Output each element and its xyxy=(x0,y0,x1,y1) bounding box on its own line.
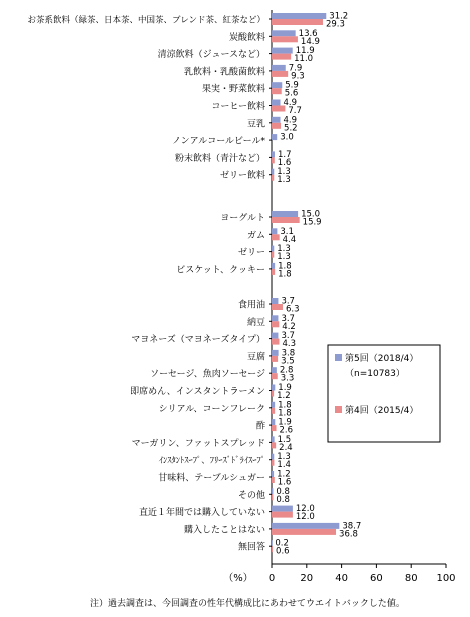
bar-series-2015 xyxy=(272,19,323,25)
bar-series-2018 xyxy=(272,82,282,88)
value-label-2015: 36.8 xyxy=(339,529,358,540)
value-label-2015: 1.8 xyxy=(278,408,292,419)
value-label-2015: 9.3 xyxy=(291,71,305,82)
value-label-2018: 1.9 xyxy=(278,383,292,393)
bar-series-2015 xyxy=(272,252,274,258)
bar-series-2018 xyxy=(272,471,274,477)
bar-series-2015 xyxy=(272,175,274,181)
bar-series-2015 xyxy=(272,442,276,448)
value-label-2015: 4.3 xyxy=(282,339,297,350)
value-label-2018: 1.7 xyxy=(277,149,292,160)
category-label: 食用油 xyxy=(237,300,265,311)
value-label-2015: 4.4 xyxy=(282,234,297,245)
bar-series-2018 xyxy=(272,211,298,217)
bar-series-2018 xyxy=(272,263,275,269)
category-label: 豆腐 xyxy=(246,352,265,363)
category-label: 酢 xyxy=(255,421,265,432)
value-label-2018: 1.3 xyxy=(277,167,291,178)
category-label: お茶系飲料（緑茶、日本茶、中国茶、ブレンド茶、紅茶など） xyxy=(27,15,265,26)
category-label: ゼリー飲料 xyxy=(219,171,265,182)
category-label: 炭酸飲料 xyxy=(228,32,265,43)
value-label-2015: 1.6 xyxy=(277,477,292,488)
bar-series-2018 xyxy=(272,402,275,408)
category-label: ゼリー xyxy=(237,248,265,259)
bar-series-2018 xyxy=(272,315,278,321)
bar-series-2015 xyxy=(272,321,279,327)
legend-n: （n=10783） xyxy=(345,369,405,379)
bar-series-2018 xyxy=(272,540,273,546)
category-label: 甘味料、テーブルシュガー xyxy=(158,473,265,484)
legend-label-2015: 第4回（2015/4） xyxy=(345,406,419,416)
bar-series-2015 xyxy=(272,339,279,345)
value-label-2018: 2.8 xyxy=(279,365,294,376)
category-label: 粉末飲料（青汁など） xyxy=(174,153,265,164)
x-tick-label: 60 xyxy=(370,573,383,584)
category-label: その他 xyxy=(237,490,265,501)
category-label: 即席めん、インスタントラーメン xyxy=(130,387,265,397)
bar-series-2015 xyxy=(272,373,278,379)
category-label: ヨーグルト xyxy=(220,213,265,224)
x-tick-label: 100 xyxy=(436,573,456,584)
value-label-2015: 3.5 xyxy=(281,356,295,367)
value-label-2018: 31.2 xyxy=(329,11,349,22)
bar-series-2015 xyxy=(272,356,278,362)
legend-swatch-2015 xyxy=(335,406,342,413)
bar-series-2018 xyxy=(272,506,293,512)
x-tick-label: 0 xyxy=(268,573,276,584)
bar-series-2018 xyxy=(272,228,277,234)
bar-series-2015 xyxy=(272,408,275,414)
bar-series-2015 xyxy=(272,546,273,552)
category-label: コーヒー飲料 xyxy=(211,102,265,112)
value-label-2015: 14.9 xyxy=(300,36,320,47)
bar-series-2018 xyxy=(272,30,296,36)
value-label-2018: 1.9 xyxy=(278,417,292,428)
bar-series-2015 xyxy=(272,54,291,60)
category-label: シリアル、コーンフレーク xyxy=(158,404,265,415)
bar-series-2018 xyxy=(272,419,275,425)
value-label-2018: 13.6 xyxy=(298,28,318,39)
bar-series-2018 xyxy=(272,488,273,494)
category-label: 清涼飲料（ジュースなど） xyxy=(157,50,265,61)
category-label: マヨネーズ（マヨネーズタイプ） xyxy=(131,335,265,346)
bar-series-2015 xyxy=(272,529,336,535)
legend-swatch-2018 xyxy=(335,354,342,361)
value-label-2015: 2.6 xyxy=(279,425,294,436)
x-tick-label: 80 xyxy=(404,573,418,584)
value-label-2018: 1.8 xyxy=(278,400,292,411)
category-label: 果実・野菜飲料 xyxy=(201,84,265,95)
value-label-2018: 12.0 xyxy=(295,504,315,515)
x-tick-label: 20 xyxy=(300,573,314,584)
value-label-2015: 1.8 xyxy=(278,269,292,280)
value-label-2018: 3.1 xyxy=(280,226,294,237)
bar-series-2018 xyxy=(272,367,277,373)
value-label-2015: 0.6 xyxy=(276,546,290,557)
bar-series-2018 xyxy=(272,13,326,19)
bar-series-2015 xyxy=(272,477,275,483)
value-label-2018: 38.7 xyxy=(342,521,362,532)
category-label: 豆乳 xyxy=(246,119,265,130)
value-label-2015: 5.6 xyxy=(284,88,299,99)
bar-series-2015 xyxy=(272,123,281,129)
bar-series-2018 xyxy=(272,48,293,54)
bar-series-2018 xyxy=(272,65,286,71)
bar-series-2018 xyxy=(272,151,275,157)
bar-series-2018 xyxy=(272,436,275,442)
bar-series-2018 xyxy=(272,298,278,304)
value-label-2015: 0.8 xyxy=(276,494,290,505)
category-label: ノンアルコールビール* xyxy=(171,136,265,147)
bar-series-2018 xyxy=(272,523,339,529)
value-label-2018: 5.9 xyxy=(285,80,299,91)
bar-series-2015 xyxy=(272,460,274,466)
value-label-2015: 15.9 xyxy=(302,217,322,228)
legend-label-2018: 第5回（2018/4） xyxy=(345,354,419,364)
value-label-2018: 3.0 xyxy=(280,132,294,143)
value-label-2018: 0.8 xyxy=(276,486,290,497)
bar-series-2015 xyxy=(272,71,288,77)
bar-series-2018 xyxy=(272,117,281,123)
value-label-2015: 1.6 xyxy=(277,157,292,168)
x-tick-label: 40 xyxy=(335,573,348,584)
value-label-2018: 3.7 xyxy=(281,296,295,307)
bar-series-2015 xyxy=(272,234,280,240)
x-axis-unit: （%） xyxy=(223,573,253,584)
category-label: マーガリン、ファットスプレッド xyxy=(131,438,265,449)
value-label-2018: 1.8 xyxy=(278,261,292,272)
bar-series-2015 xyxy=(272,269,275,275)
bar-series-2018 xyxy=(272,169,274,175)
bar-series-2018 xyxy=(272,134,277,140)
bar-series-2018 xyxy=(272,385,275,391)
bar-series-2015 xyxy=(272,88,282,94)
value-label-2018: 1.3 xyxy=(277,452,291,463)
bar-series-2015 xyxy=(272,494,273,500)
bar-series-2015 xyxy=(272,425,277,431)
category-label: 無回答 xyxy=(237,542,265,553)
bar-series-2015 xyxy=(272,391,274,397)
value-label-2015: 5.2 xyxy=(284,123,298,134)
value-label-2018: 11.9 xyxy=(295,46,315,57)
category-label: ソーセージ、魚肉ソーセージ xyxy=(150,369,265,380)
value-label-2018: 0.2 xyxy=(275,538,289,549)
value-label-2018: 1.3 xyxy=(277,244,291,255)
category-label: ビスケット、クッキー xyxy=(176,265,265,276)
value-label-2015: 1.2 xyxy=(277,391,291,401)
value-label-2015: 1.3 xyxy=(277,252,291,263)
value-label-2015: 1.4 xyxy=(277,460,291,471)
bar-series-2018 xyxy=(272,246,274,252)
value-label-2015: 2.4 xyxy=(279,442,293,453)
value-label-2018: 4.9 xyxy=(283,115,298,126)
value-label-2018: 3.7 xyxy=(281,331,295,342)
value-label-2018: 1.2 xyxy=(277,469,291,480)
bar-series-2018 xyxy=(272,350,279,356)
bar-series-2015 xyxy=(272,157,275,163)
value-label-2015: 1.3 xyxy=(277,175,291,186)
value-label-2015: 11.0 xyxy=(294,54,314,65)
category-label: ガム xyxy=(246,230,265,241)
value-label-2018: 3.7 xyxy=(281,313,295,324)
bar-series-2015 xyxy=(272,36,298,42)
value-label-2018: 7.9 xyxy=(288,63,303,74)
category-label: 購入したことはない xyxy=(183,525,265,536)
value-label-2018: 1.5 xyxy=(277,434,292,445)
bar-series-2015 xyxy=(272,512,293,518)
category-label: 乳飲料・乳酸菌飲料 xyxy=(183,67,265,78)
value-label-2015: 6.3 xyxy=(285,304,300,315)
value-label-2018: 15.0 xyxy=(301,209,321,220)
footnote: 注）過去調査は、今回調査の性年代構成比にあわせてウエイトバックした値。 xyxy=(90,599,405,609)
bar-series-2015 xyxy=(272,217,300,223)
value-label-2018: 3.8 xyxy=(281,348,296,359)
category-label: 直近１年間では購入していない xyxy=(138,508,265,519)
value-label-2015: 4.2 xyxy=(282,321,296,332)
category-label: 納豆 xyxy=(246,317,265,328)
category-label: ｲﾝｽﾀﾝﾄｽｰﾌﾟ、ﾌﾘｰｽﾞﾄﾞﾗｲｽｰﾌﾟ xyxy=(158,456,265,467)
bar-series-2018 xyxy=(272,333,278,339)
value-label-2018: 4.9 xyxy=(283,98,298,108)
value-label-2015: 29.3 xyxy=(325,19,345,30)
value-label-2015: 7.7 xyxy=(288,106,302,116)
value-label-2015: 3.3 xyxy=(280,373,295,384)
bar-series-2018 xyxy=(272,454,274,460)
bar-series-2018 xyxy=(272,100,281,106)
value-label-2015: 12.0 xyxy=(295,512,315,523)
